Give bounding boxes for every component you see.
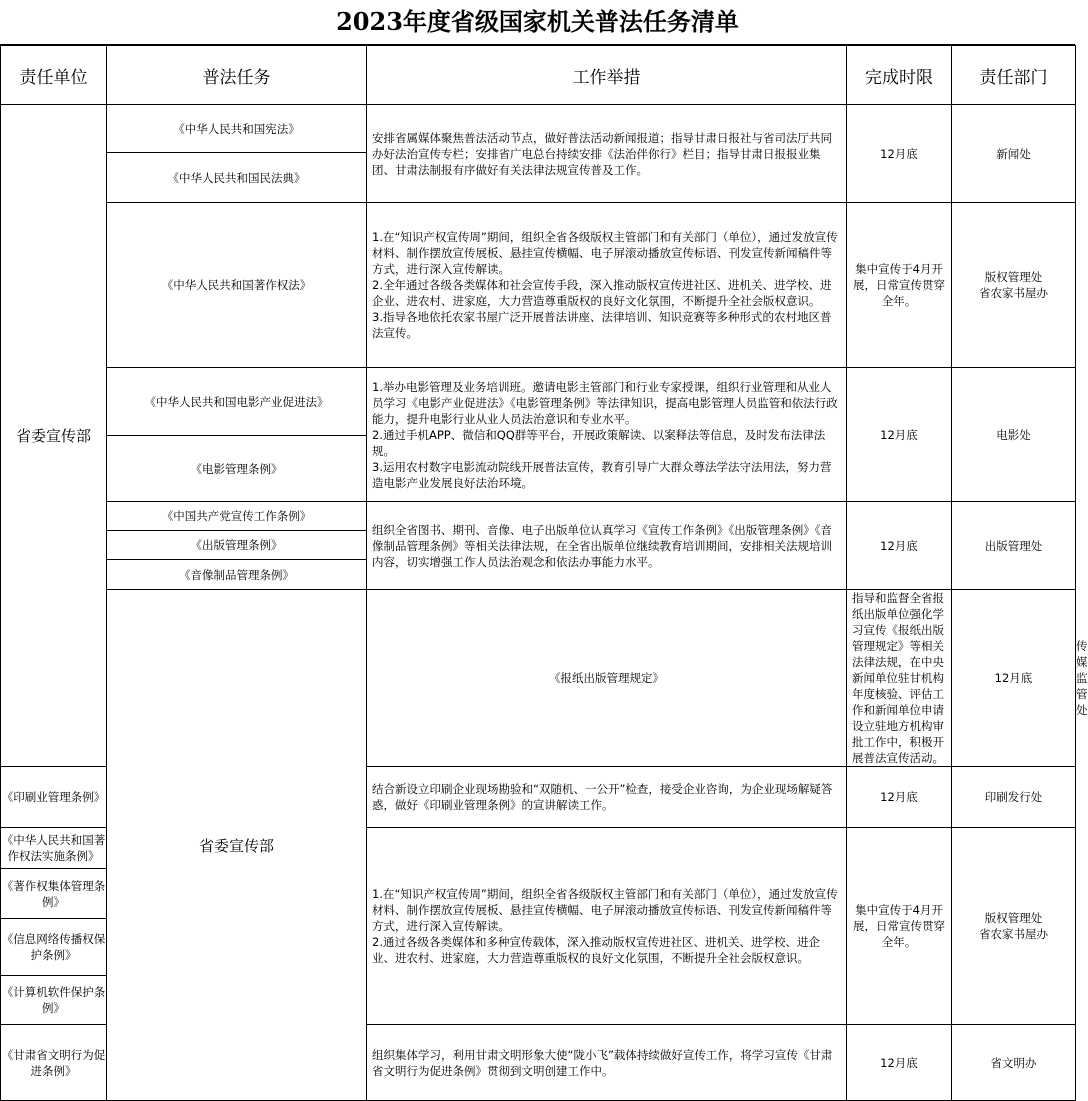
law-item: 《印刷业管理条例》 xyxy=(1,767,107,828)
task-table xyxy=(0,45,1088,1101)
measure-text: 组织集体学习，利用甘肃文明形象大使“陇小飞”载体持续做好宣传工作，将学习宣传《甘肃省文明行为促进条例》贯彻到文明创建工作中。 xyxy=(372,1047,833,1078)
law-item: 《甘肃省文明行为促进条例》 xyxy=(1,1025,107,1101)
header-row xyxy=(1,46,1076,105)
law-item: 《中华人民共和国著作权法》 xyxy=(107,203,367,368)
measure-text: 2.通过手机APP、微信和QQ群等平台，开展政策解读、以案释法等信息，及时发布法律法规。 xyxy=(372,427,826,458)
table-row xyxy=(1,105,1076,153)
measure-cell xyxy=(367,828,847,1025)
law-item: 《著作权集体管理条例》 xyxy=(1,869,107,919)
dept-cell: 省文明办 xyxy=(952,1025,1076,1101)
law-item: 《出版管理条例》 xyxy=(107,531,367,560)
measure-cell xyxy=(367,502,847,590)
measure-cell xyxy=(367,767,847,828)
dept-text: 省农家书屋办 xyxy=(979,927,1048,941)
dept-cell xyxy=(952,828,1076,1025)
dept-cell: 出版管理处 xyxy=(952,502,1076,590)
header-measure: 工作举措 xyxy=(367,46,847,105)
measure-text: 1.举办电影管理及业务培训班。邀请电影主管部门和行业专家授课，组织行业管理和从业人员学习《电影产业促进法》《电影管理条例》等法律知识，提高电影管理人员监管和依法行政能力，提升电影行业从业人员法治意识和专业水平。 xyxy=(372,379,838,426)
law-item: 《报纸出版管理规定》 xyxy=(367,590,847,767)
dept-text: 版权管理处 xyxy=(984,270,1043,284)
measure-text: 2.全年通过各级各类媒体和社会宣传手段，深入推动版权宣传进社区、进机关、进学校、进企业、进农村、进家庭，大力营造尊重版权的良好文化氛围，不断提升全社会版权意识。 xyxy=(372,278,832,308)
responsible-unit: 省委宣传部 xyxy=(1,105,107,767)
deadline-cell: 12月底 xyxy=(952,590,1076,767)
responsible-unit: 省委宣传部 xyxy=(107,590,367,1101)
law-item: 《计算机软件保护条例》 xyxy=(1,976,107,1025)
dept-cell: 新闻处 xyxy=(952,105,1076,203)
header-unit: 责任单位 xyxy=(1,46,107,105)
law-item: 《中国共产党宣传工作条例》 xyxy=(107,502,367,531)
table-row xyxy=(1,368,1076,436)
table-row xyxy=(1,203,1076,368)
measure-cell xyxy=(847,590,952,767)
deadline-cell: 12月底 xyxy=(847,105,952,203)
law-item: 《信息网络传播权保护条例》 xyxy=(1,919,107,976)
law-item: 《中华人民共和国宪法》 xyxy=(107,105,367,153)
measure-text: 1.在“知识产权宣传周”期间，组织全省各级版权主管部门和有关部门（单位），通过发放宣传材料、制作摆放宣传展板、悬挂宣传横幅、电子屏滚动播放宣传标语、刊发宣传新闻稿件等方式，进行深入宣传解读。 xyxy=(372,230,838,276)
measure-text: 3.运用农村数字电影流动院线开展普法宣传，教育引导广大群众尊法学法守法用法，努力营造电影产业发展良好法治环境。 xyxy=(372,459,832,490)
dept-text: 版权管理处 xyxy=(984,911,1043,925)
table-row: 省委宣传部 《报纸出版管理规定》 指导和监督全省报纸出版单位强化学习宣传《报纸出版管理规定》等相关法律法规，在中央新闻单位驻甘机构年度核验、评估工作和新闻单位申请设立驻地方机构审批工作中，积极开展普法宣传活动。 12月底 传媒监管处 xyxy=(1,590,1076,767)
law-item: 《中华人民共和国民法典》 xyxy=(107,153,367,203)
measure-text: 指导和监督全省报纸出版单位强化学习宣传《报纸出版管理规定》等相关法律法规，在中央新闻单位驻甘机构年度核验、评估工作和新闻单位申请设立驻地方机构审批工作中，积极开展普法宣传活动。 xyxy=(852,591,944,765)
deadline-cell: 集中宣传于4月开展，日常宣传贯穿全年。 xyxy=(847,828,952,1025)
header-deadline: 完成时限 xyxy=(847,46,952,105)
deadline-cell: 12月底 xyxy=(847,502,952,590)
deadline-cell: 集中宣传于4月开展，日常宣传贯穿全年。 xyxy=(847,203,952,368)
law-item: 《电影管理条例》 xyxy=(107,436,367,502)
measure-text: 1.在“知识产权宣传周”期间，组织全省各级版权主管部门和有关部门（单位），通过发放宣传材料、制作摆放宣传展板、悬挂宣传横幅、电子屏滚动播放宣传标语、刊发宣传新闻稿件等方式，进行深入宣传解读。 xyxy=(372,887,838,933)
dept-cell: 电影处 xyxy=(952,368,1076,502)
measure-text: 组织全省图书、期刊、音像、电子出版单位认真学习《宣传工作条例》《出版管理条例》《音像制品管理条例》等相关法律法规，在全省出版单位继续教育培训期间，安排相关法规培训内容，切实增强工作人员法治观念和依法办事能力水平。 xyxy=(372,522,832,569)
header-task: 普法任务 xyxy=(107,46,367,105)
law-item: 《中华人民共和国著作权法实施条例》 xyxy=(1,828,107,869)
deadline-cell: 12月底 xyxy=(847,368,952,502)
law-item: 《音像制品管理条例》 xyxy=(107,560,367,590)
measure-cell xyxy=(367,203,847,368)
measure-text: 安排省属媒体聚焦普法活动节点，做好普法活动新闻报道；指导甘肃日报社与省司法厅共同办好法治宣传专栏；安排省广电总台持续安排《法治伴你行》栏目；指导甘肃日报报业集团、甘肃法制报有序做好有关法律法规宣传普及工作。 xyxy=(372,130,832,177)
table-row xyxy=(1,502,1076,531)
measure-text: 3.指导各地依托农家书屋广泛开展普法讲座、法律培训、知识竞赛等多种形式的农村地区普法宣传。 xyxy=(372,310,832,340)
page-title: 2023年度省级国家机关普法任务清单 xyxy=(0,0,1075,45)
measure-cell xyxy=(367,368,847,502)
dept-cell xyxy=(952,203,1076,368)
measure-cell xyxy=(367,1025,847,1101)
measure-cell xyxy=(367,105,847,203)
deadline-cell: 12月底 xyxy=(847,1025,952,1101)
dept-cell: 印刷发行处 xyxy=(952,767,1076,828)
measure-text: 结合新设立印刷企业现场勘验和“双随机、一公开”检查，接受企业咨询，为企业现场解疑答惑，做好《印刷业管理条例》的宣讲解读工作。 xyxy=(372,782,833,812)
dept-text: 省农家书屋办 xyxy=(979,286,1048,300)
law-item: 《中华人民共和国电影产业促进法》 xyxy=(107,368,367,436)
measure-text: 2.通过各级各类媒体和多种宣传载体，深入推动版权宣传进社区、进机关、进学校、进企业、进农村、进家庭，大力营造尊重版权的良好文化氛围，不断提升全社会版权意识。 xyxy=(372,935,820,965)
deadline-cell: 12月底 xyxy=(847,767,952,828)
header-dept: 责任部门 xyxy=(952,46,1076,105)
